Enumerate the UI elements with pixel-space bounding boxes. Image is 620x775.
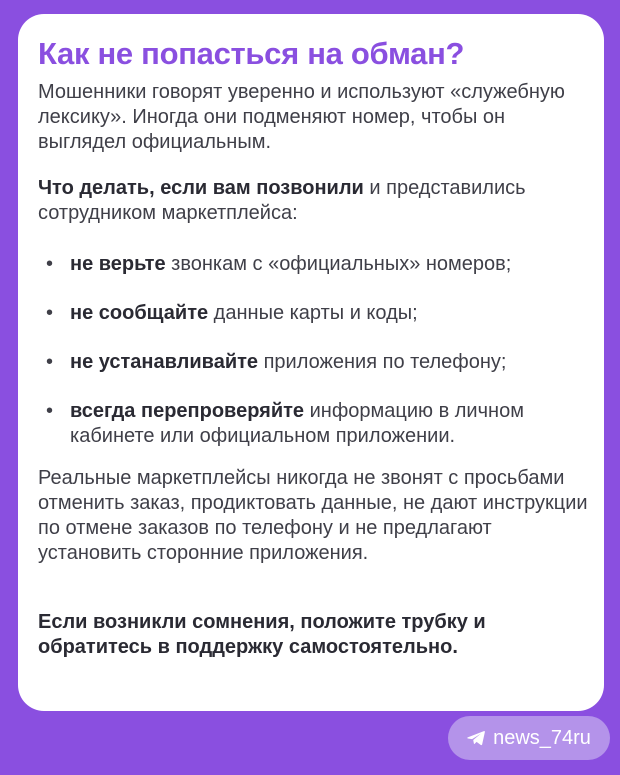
list-item-bold: не устанавливайте xyxy=(70,351,259,373)
final-advice: Если возникли сомнения, положите трубку и обратитесь в поддержку самостоятельно. xyxy=(38,611,486,658)
channel-name: news_74ru xyxy=(493,726,591,749)
list-item xyxy=(38,399,598,449)
list-item xyxy=(38,350,598,375)
what-to-do-text xyxy=(38,176,598,226)
list-item-rest: информацию в личном кабинете или официальном приложении. xyxy=(70,400,524,447)
channel-badge[interactable] xyxy=(448,716,610,760)
intro-text: Мошенники говорят уверенно и используют «служебную лексику». Иногда они подменяют номер, чтобы он выглядел официальным. xyxy=(38,81,565,153)
telegram-icon xyxy=(467,730,485,746)
outro-text: Реальные маркетплейсы никогда не звонят с просьбами отменить заказ, продиктовать данные, не дают инструкции по отмене заказов по телефону и не предлагают установить сторонние приложения. xyxy=(38,467,588,564)
list-item-rest: данные карты и коды; xyxy=(208,302,418,324)
list-item-bold: всегда перепроверяйте xyxy=(70,400,305,422)
list-item xyxy=(38,301,598,326)
advice-list xyxy=(38,252,598,473)
list-item-rest: звонкам с «официальных» номеров; xyxy=(165,253,512,275)
list-item xyxy=(38,252,598,277)
list-item-bold: не сообщайте xyxy=(70,302,209,324)
info-card xyxy=(18,14,604,711)
page-title: Как не попасться на обман? xyxy=(38,36,465,71)
what-to-do-bold: Что делать, если вам позвонили xyxy=(38,177,364,199)
list-item-bold: не верьте xyxy=(70,253,166,275)
what-to-do-rest: и представились сотрудником маркетплейса: xyxy=(38,177,526,224)
list-item-rest: приложения по телефону; xyxy=(258,351,507,373)
